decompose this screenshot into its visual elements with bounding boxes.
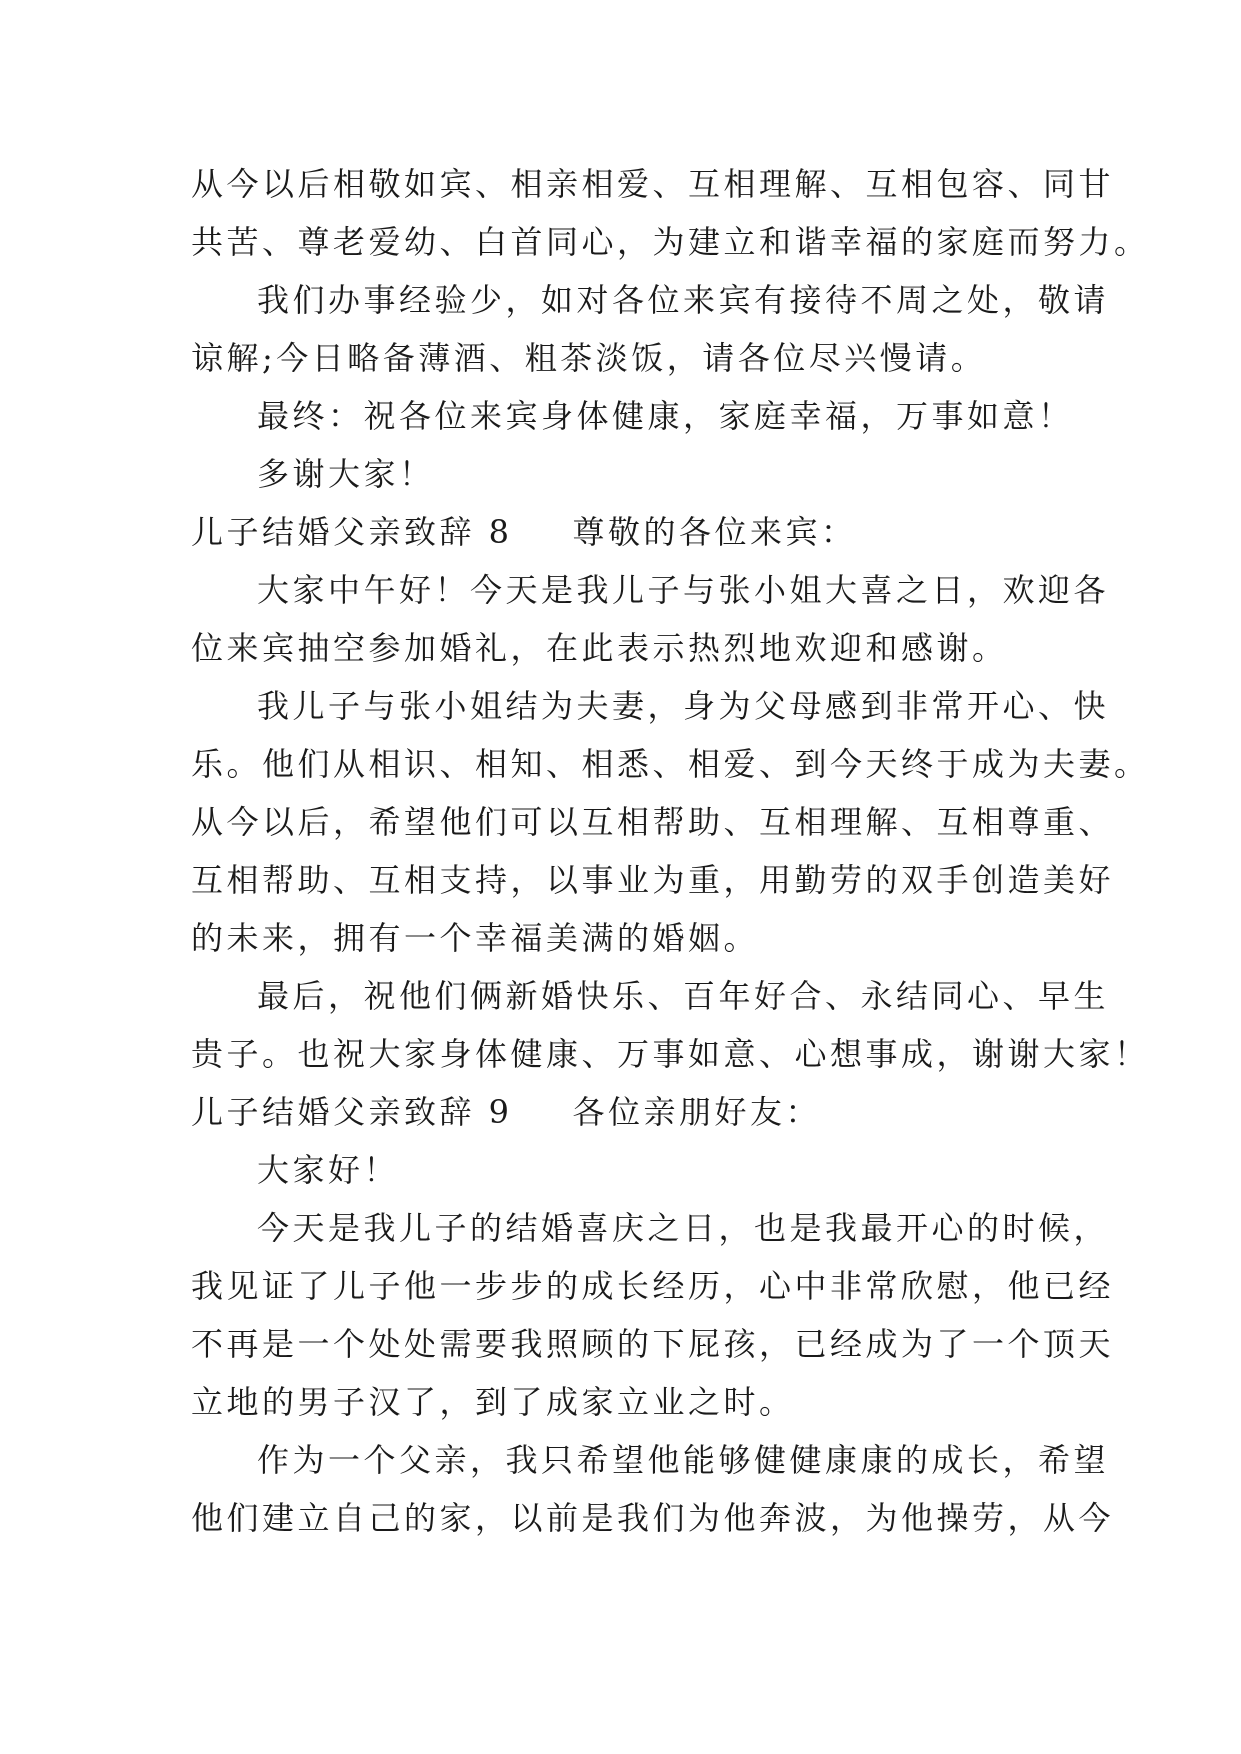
text-line: 互相帮助、互相支持，以事业为重，用勤劳的双手创造美好	[191, 861, 1115, 899]
text-line: 不再是一个处处需要我照顾的下屁孩，已经成为了一个顶天	[191, 1325, 1115, 1363]
text-line: 我见证了儿子他一步步的成长经历，心中非常欣慰，他已经	[191, 1267, 1115, 1305]
text-line: 从今以后，希望他们可以互相帮助、互相理解、互相尊重、	[191, 803, 1115, 841]
document-body	[191, 155, 1150, 1547]
paragraph-start-line: 最后，祝他们俩新婚快乐、百年好合、永结同心、早生	[257, 977, 1110, 1015]
text-line: 他们建立自己的家，以前是我们为他奔波，为他操劳，从今	[191, 1499, 1115, 1537]
text-line: 位来宾抽空参加婚礼，在此表示热烈地欢迎和感谢。	[191, 629, 1008, 667]
section-heading-line	[191, 503, 1061, 561]
text-line: 从今以后相敬如宾、相亲相爱、互相理解、互相包容、同甘	[191, 165, 1115, 203]
section-title: 儿子结婚父亲致辞 9	[191, 1093, 513, 1131]
text-line: 谅解;今日略备薄酒、粗茶淡饭，请各位尽兴慢请。	[191, 339, 987, 377]
paragraph-start-line: 我儿子与张小姐结为夫妻，身为父母感到非常开心、快	[257, 687, 1110, 725]
paragraph-start-line: 多谢大家！	[257, 455, 435, 493]
paragraph-start-line: 最终：祝各位来宾身体健康，家庭幸福，万事如意！	[257, 397, 1074, 435]
text-line: 共苦、尊老爱幼、白首同心，为建立和谐幸福的家庭而努力。	[191, 223, 1150, 261]
paragraph-start-line: 大家中午好！今天是我儿子与张小姐大喜之日，欢迎各	[257, 571, 1110, 609]
section-title: 儿子结婚父亲致辞 8	[191, 513, 513, 551]
paragraph-start-line: 我们办事经验少，如对各位来宾有接待不周之处，敬请	[257, 281, 1110, 319]
salutation: 各位亲朋好友：	[572, 1093, 822, 1131]
text-line: 的未来，拥有一个幸福美满的婚姻。	[191, 919, 760, 957]
paragraph-start-line: 今天是我儿子的结婚喜庆之日，也是我最开心的时候，	[257, 1209, 1110, 1247]
paragraph-start-line: 大家好！	[257, 1151, 400, 1189]
paragraph-start-line: 作为一个父亲，我只希望他能够健健康康的成长，希望	[257, 1441, 1110, 1479]
text-line: 乐。他们从相识、相知、相悉、相爱、到今天终于成为夫妻。	[191, 745, 1150, 783]
section-heading-line	[191, 1083, 1061, 1141]
salutation: 尊敬的各位来宾：	[572, 513, 857, 551]
text-line: 贵子。也祝大家身体健康、万事如意、心想事成，谢谢大家！	[191, 1035, 1150, 1073]
text-line: 立地的男子汉了，到了成家立业之时。	[191, 1383, 795, 1421]
